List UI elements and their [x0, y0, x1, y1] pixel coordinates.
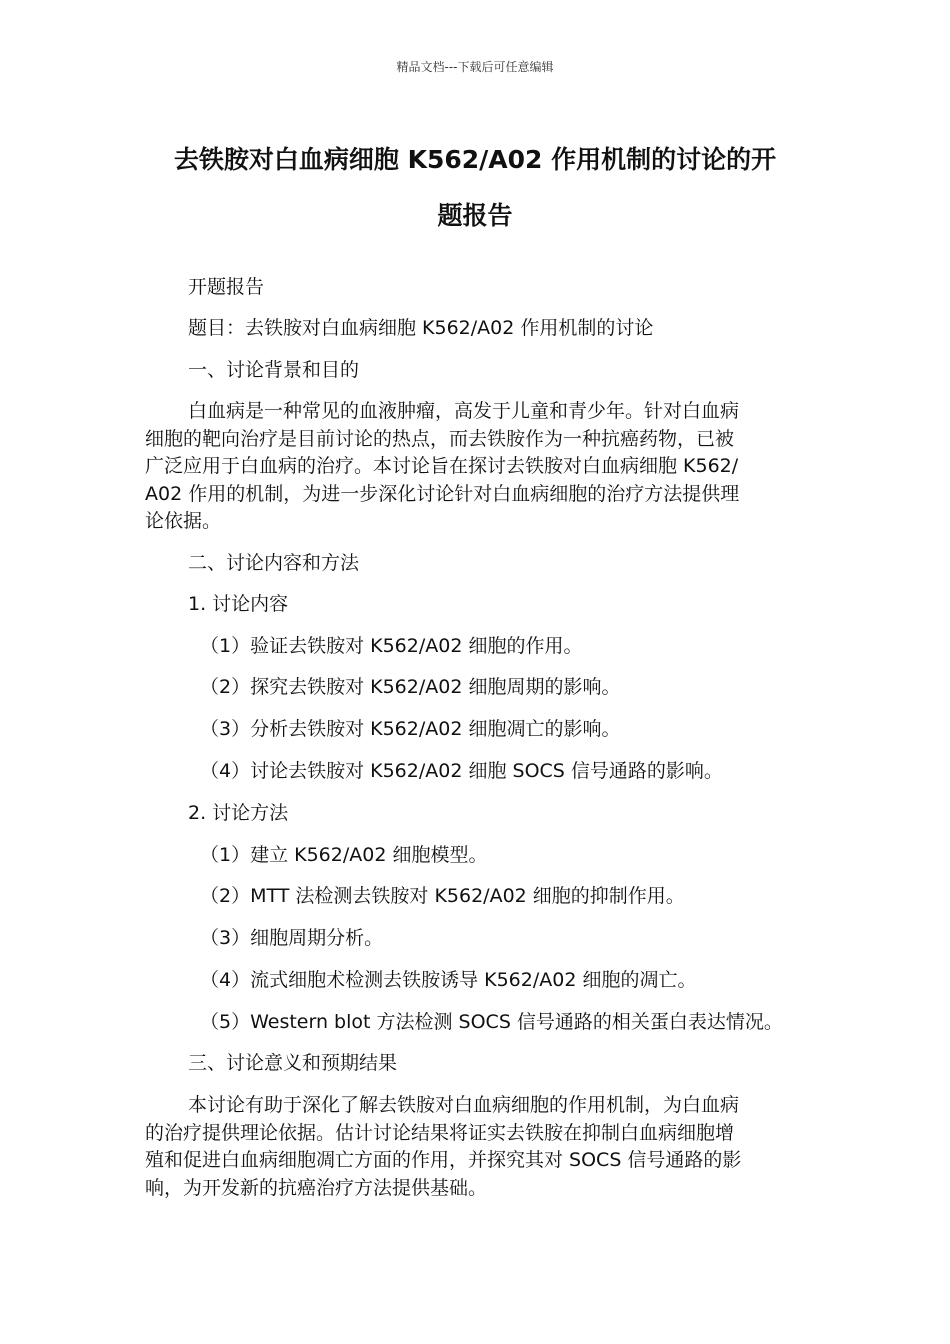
section-1-heading: 一、讨论背景和目的 — [188, 359, 360, 381]
page-header: 精品文档---下载后可任意编辑 — [396, 60, 554, 74]
section-1-paragraph — [145, 398, 805, 536]
method-item: （4）流式细胞术检测去铁胺诱导 K562/A02 细胞的凋亡。 — [200, 969, 697, 991]
paragraph-line: 广泛应用于白血病的治疗。本讨论旨在探讨去铁胺对白血病细胞 K562/ — [145, 455, 739, 477]
paragraph-line: 论依据。 — [145, 510, 222, 532]
paragraph-line: 白血病是一种常见的血液肿瘤，高发于儿童和青少年。针对白血病 — [188, 400, 740, 422]
document-title-line-1: 去铁胺对白血病细胞 K562/A02 作用机制的讨论的开 — [173, 145, 777, 174]
paragraph-line: 本讨论有助于深化了解去铁胺对白血病细胞的作用机制，为白血病 — [188, 1094, 740, 1116]
paragraph-line: 殖和促进白血病细胞凋亡方面的作用，并探究其对 SOCS 信号通路的影 — [145, 1149, 742, 1171]
report-label: 开题报告 — [188, 276, 265, 298]
content-item: （1）验证去铁胺对 K562/A02 细胞的作用。 — [200, 635, 583, 657]
paragraph-line: A02 作用的机制，为进一步深化讨论针对白血病细胞的治疗方法提供理 — [145, 482, 740, 505]
method-item: （1）建立 K562/A02 细胞模型。 — [200, 844, 488, 866]
paragraph-line: 的治疗提供理论依据。估计讨论结果将证实去铁胺在抑制白血病细胞增 — [145, 1121, 735, 1144]
section-3-paragraph — [145, 1092, 805, 1202]
document-title-line-2: 题报告 — [437, 201, 513, 230]
paragraph-line: 响，为开发新的抗癌治疗方法提供基础。 — [145, 1176, 488, 1199]
content-item: （2）探究去铁胺对 K562/A02 细胞周期的影响。 — [200, 676, 621, 698]
paragraph-line: 细胞的靶向治疗是目前讨论的热点，而去铁胺作为一种抗癌药物，已被 — [145, 427, 735, 450]
methods-heading: 2. 讨论方法 — [188, 802, 289, 824]
method-item: （3）细胞周期分析。 — [200, 927, 384, 949]
content-heading: 1. 讨论内容 — [188, 593, 289, 615]
method-item: （5）Western blot 方法检测 SOCS 信号通路的相关蛋白表达情况。 — [200, 1011, 783, 1033]
content-item: （3）分析去铁胺对 K562/A02 细胞凋亡的影响。 — [200, 718, 621, 740]
content-item: （4）讨论去铁胺对 K562/A02 细胞 SOCS 信号通路的影响。 — [200, 760, 723, 782]
method-item: （2）MTT 法检测去铁胺对 K562/A02 细胞的抑制作用。 — [200, 885, 685, 907]
section-3-heading: 三、讨论意义和预期结果 — [188, 1052, 398, 1074]
topic-line: 题目：去铁胺对白血病细胞 K562/A02 作用机制的讨论 — [188, 317, 654, 339]
section-2-heading: 二、讨论内容和方法 — [188, 552, 360, 574]
